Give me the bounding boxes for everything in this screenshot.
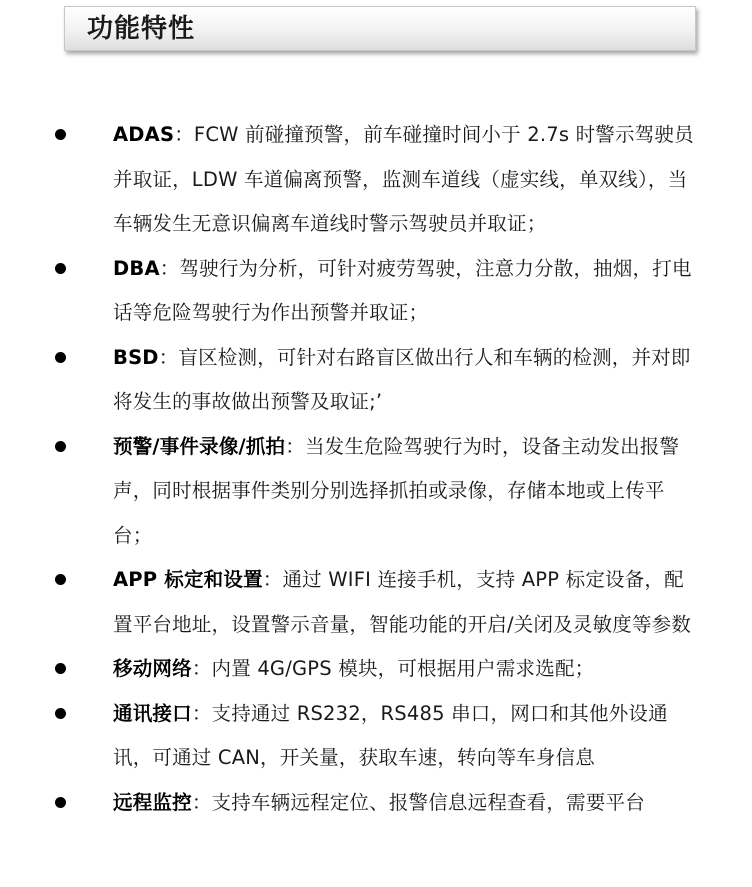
feature-separator: ： — [174, 123, 194, 146]
feature-separator: ： — [191, 657, 212, 680]
bullet-icon — [55, 574, 66, 585]
feature-description: 支持通过 RS232，RS485 串口，网口和其他外设通讯，可通过 CAN，开关量，获取车速，转向等车身信息 — [113, 701, 668, 769]
bullet-icon — [55, 708, 66, 719]
feature-item-alarm-recording — [0, 425, 752, 559]
feature-name: 移动网络 — [113, 657, 192, 680]
bullet-icon — [55, 663, 66, 674]
feature-separator: ： — [191, 701, 212, 725]
feature-item-communication-interface — [0, 692, 752, 781]
feature-name: 预警/事件录像/抓拍 — [113, 434, 286, 458]
feature-item-remote-monitoring — [0, 781, 752, 826]
section-title: 功能特性 — [87, 14, 196, 44]
feature-description: 盲区检测，可针对右路盲区做出行人和车辆的检测，并对即将发生的事故做出预警及取证;’ — [113, 345, 691, 413]
feature-item-adas — [0, 113, 752, 247]
feature-description: 支持车辆远程定位、报警信息远程查看，需要平台 — [211, 790, 645, 814]
feature-name: 通讯接口 — [113, 701, 192, 725]
feature-separator: ： — [159, 256, 180, 280]
bullet-icon — [55, 441, 66, 452]
feature-name: BSD — [113, 345, 159, 369]
feature-list — [0, 113, 752, 825]
bullet-icon — [55, 263, 66, 274]
feature-item-mobile-network — [0, 647, 752, 692]
feature-separator: ： — [262, 568, 283, 591]
feature-item-app-calibration — [0, 558, 752, 647]
feature-description: FCW 前碰撞预警，前车碰撞时间小于 2.7s 时警示驾驶员并取证，LDW 车道偏离预警，监测车道线（虚实线，单双线），当车辆发生无意识偏离车道线时警示驾驶员并取证； — [113, 123, 694, 235]
feature-separator: ： — [191, 790, 212, 814]
bullet-icon — [55, 352, 66, 363]
feature-item-bsd — [0, 336, 752, 425]
feature-item-dba — [0, 247, 752, 336]
feature-name: 远程监控 — [113, 790, 192, 814]
section-header — [64, 6, 696, 51]
feature-description: 内置 4G/GPS 模块，可根据用户需求选配； — [211, 657, 595, 680]
bullet-icon — [55, 797, 66, 808]
bullet-icon — [55, 129, 66, 140]
feature-description: 驾驶行为分析，可针对疲劳驾驶，注意力分散，抽烟，打电话等危险驾驶行为作出预警并取证； — [113, 256, 692, 324]
feature-description: 当发生危险驾驶行为时，设备主动发出报警声，同时根据事件类别分别选择抓拍或录像，存储本地或上传平台； — [113, 434, 680, 547]
feature-name: DBA — [113, 256, 160, 280]
feature-separator: ： — [285, 434, 305, 458]
feature-name: ADAS — [113, 123, 175, 146]
feature-name: APP 标定和设置 — [113, 568, 263, 591]
feature-separator: ： — [158, 345, 179, 369]
feature-description: 通过 WIFI 连接手机，支持 APP 标定设备，配置平台地址，设置警示音量，智能功能的开启/关闭及灵敏度等参数 — [113, 568, 692, 636]
